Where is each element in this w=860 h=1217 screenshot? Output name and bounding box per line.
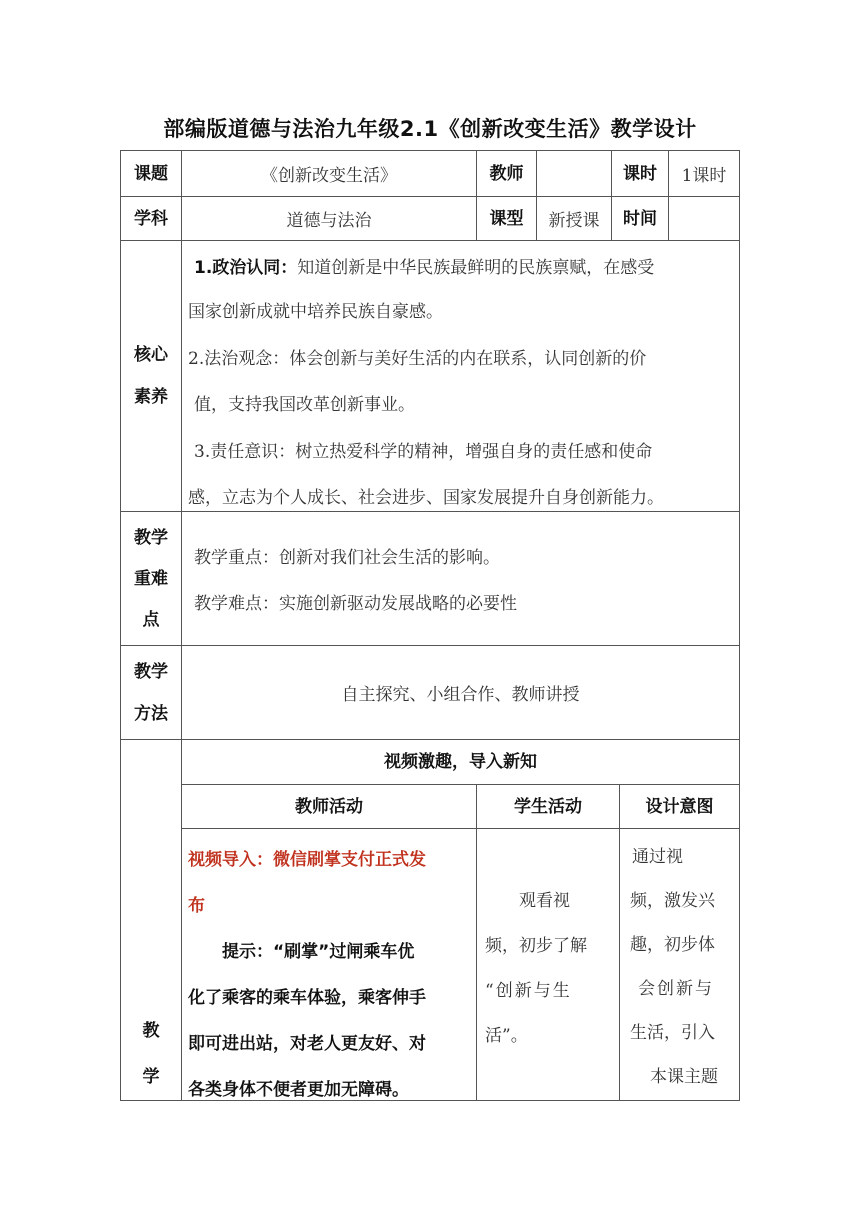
- student-activity-cell: [476, 828, 620, 1101]
- teacher-activity-head-2: 布: [188, 896, 205, 916]
- focus-label-line1: 教学: [134, 527, 168, 548]
- hours-value: 1课时: [668, 150, 740, 197]
- core-item1-body: 知道创新是中华民族最鲜明的民族禀赋，在感受: [297, 258, 655, 278]
- section-title: 视频激趣，导入新知: [181, 739, 740, 785]
- time-label: 时间: [611, 196, 669, 241]
- teacher-activity-head-1: 视频导入：微信刷掌支付正式发: [188, 850, 426, 870]
- focus-label-line3: 点: [142, 609, 160, 630]
- col-design-intent: 设计意图: [619, 784, 740, 829]
- student-activity-line-4: 活”。: [485, 1026, 528, 1046]
- core-item3-line1: 3.责任意识：树立热爱科学的精神，增强自身的责任感和使命: [194, 442, 653, 462]
- topic-value: 《创新改变生活》: [181, 150, 477, 197]
- design-intent-line-3: 趣，初步体: [630, 935, 715, 955]
- student-activity-line-1: 观看视: [519, 891, 570, 911]
- process-label: [120, 739, 182, 1101]
- subject-label: 学科: [120, 196, 182, 241]
- subject-value: 道德与法治: [181, 196, 477, 241]
- hours-label: 课时: [611, 150, 669, 197]
- process-label-line1: 教: [142, 1021, 160, 1041]
- teacher-activity-line-3: 即可进出站，对老人更友好、对: [188, 1034, 426, 1054]
- teacher-activity-line-1: 提示：“刷掌”过闸乘车优: [222, 942, 415, 962]
- design-intent-line-2: 频，激发兴: [630, 891, 715, 911]
- core-item3-line2: 感，立志为个人成长、社会进步、国家发展提升自身创新能力。: [188, 488, 664, 508]
- core-item1-head: 1.政治认同：: [194, 258, 298, 278]
- method-value: 自主探究、小组合作、教师讲授: [181, 645, 740, 740]
- student-activity-line-3: “创新与生: [485, 981, 572, 1001]
- core-item2-line2: 值，支持我国改革创新事业。: [194, 395, 415, 415]
- teacher-label: 教师: [476, 150, 537, 197]
- core-item1: [188, 245, 739, 291]
- design-intent-line-4: 会创新与: [638, 979, 714, 999]
- teacher-activity-cell: [181, 828, 477, 1101]
- difficult-point: 教学难点：实施创新驱动发展战略的必要性: [194, 594, 517, 614]
- teacher-value: [536, 150, 612, 197]
- focus-label-line2: 重难: [134, 568, 168, 589]
- core-label: [120, 240, 182, 512]
- page-title: 部编版道德与法治九年级2.1《创新改变生活》教学设计: [163, 117, 697, 141]
- focus-content: [181, 511, 740, 646]
- method-label-line1: 教学: [134, 661, 168, 682]
- core-label-line2: 素养: [134, 387, 168, 407]
- core-item2-line1: 2.法治观念：体会创新与美好生活的内在联系，认同创新的价: [188, 349, 647, 369]
- col-student-activity: 学生活动: [476, 784, 620, 829]
- teacher-activity-line-4: 各类身体不便者更加无障碍。: [188, 1080, 409, 1100]
- method-label-line2: 方法: [134, 703, 168, 724]
- process-label-line2: 学: [142, 1067, 160, 1087]
- core-label-line1: 核心: [134, 345, 168, 365]
- method-label: [120, 645, 182, 740]
- teacher-activity-line-2: 化了乘客的乘车体验，乘客伸手: [188, 988, 426, 1008]
- time-value: [668, 196, 740, 241]
- design-intent-line-5: 生活，引入: [630, 1023, 715, 1043]
- core-content: [181, 240, 740, 512]
- type-label: 课型: [476, 196, 537, 241]
- col-teacher-activity: 教师活动: [181, 784, 477, 829]
- student-activity-line-2: 频，初步了解: [485, 936, 587, 956]
- type-value: 新授课: [536, 196, 612, 241]
- core-item1-cont: 国家创新成就中培养民族自豪感。: [188, 302, 443, 322]
- focus-label: [120, 511, 182, 646]
- design-intent-line-1: 通过视: [632, 847, 683, 867]
- design-intent-cell: [619, 828, 740, 1101]
- topic-label: 课题: [120, 150, 182, 197]
- design-intent-line-6: 本课主题: [650, 1067, 718, 1087]
- key-point: 教学重点：创新对我们社会生活的影响。: [194, 548, 500, 568]
